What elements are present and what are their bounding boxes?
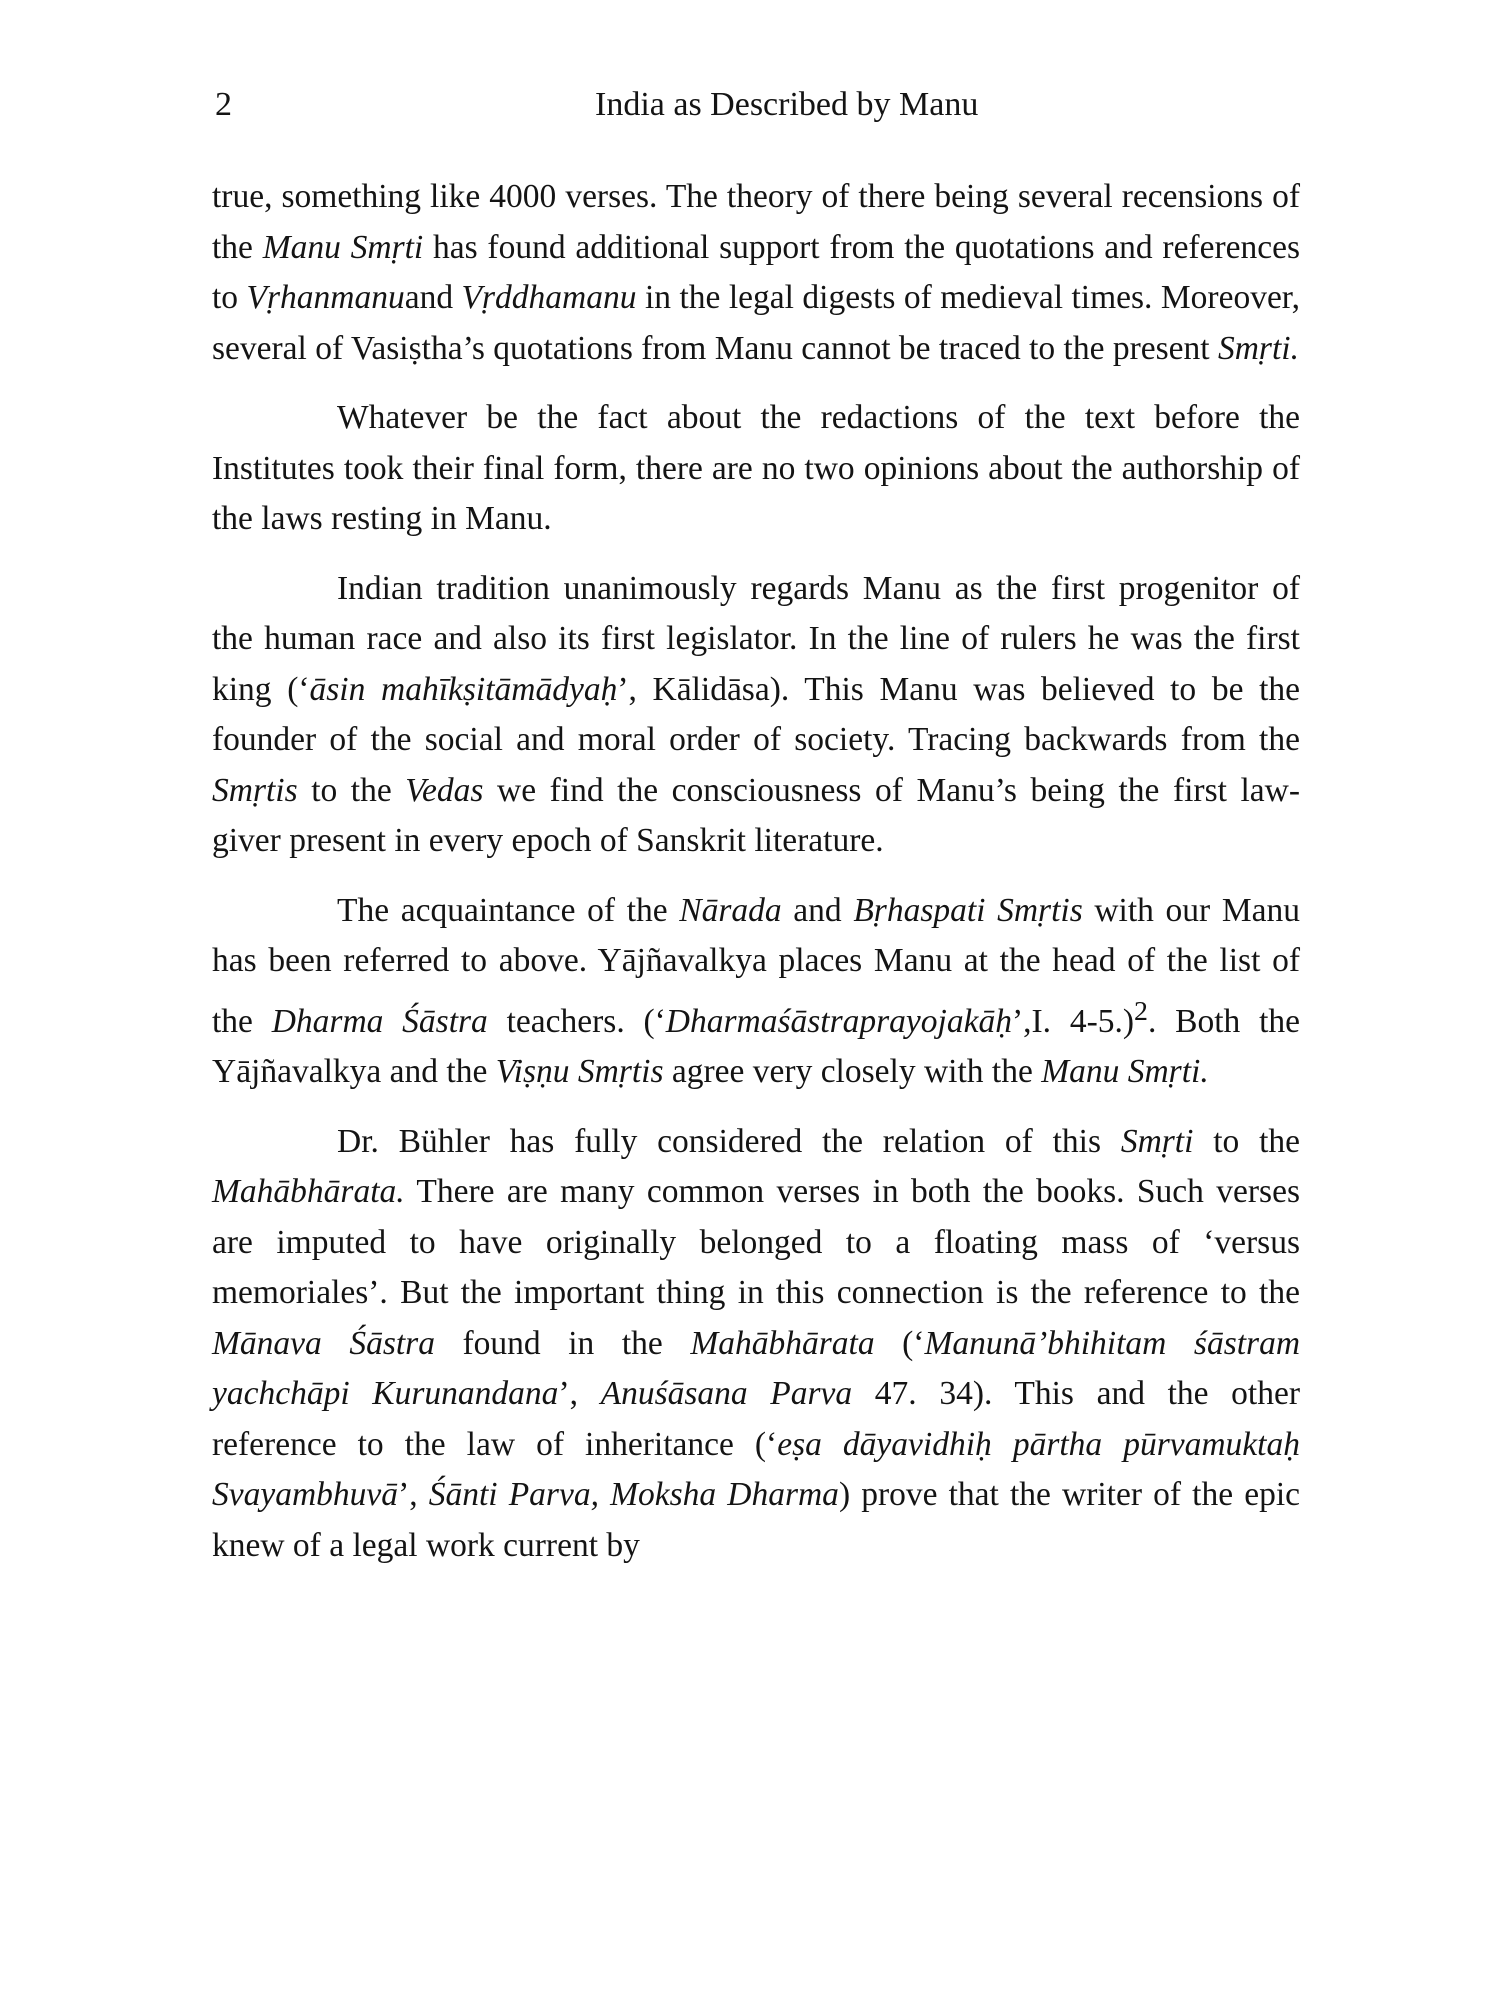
text-run: teachers. (‘ [487, 1002, 666, 1040]
italic-term: Śānti Parva, Moksha Dharma [428, 1476, 839, 1514]
text-run: . Both the Yājñavalkya and the [212, 1002, 1301, 1091]
text-run: ’,I. 4-5.) [1011, 1002, 1135, 1040]
text-run: ’, Kālidāsa). This Manu was believed to be the founder of the social and moral order of society. Tracing backwards from the [212, 670, 1300, 758]
italic-term: Vṛddhamanu [461, 279, 637, 316]
text-run: 47. 34). This and the other reference to the law of inheritance (‘ [212, 1375, 1300, 1463]
italic-term: Mahābhārata [690, 1324, 875, 1362]
text-run: Whatever be the fact about the redactions of the text before the Institutes took their final form, there are no two opinions about the authorship of the laws resting in Manu. [212, 399, 1300, 537]
text-run: and [404, 279, 462, 316]
italic-term: Smṛtis [212, 771, 298, 809]
text-run: The acquaintance of the [337, 891, 680, 929]
text-run: There are many common verses in both the books. Such verses are imputed to have originally belonged to a floating mass of ‘versus memoriales’. But the important thing in this connection is the reference to the [212, 1173, 1300, 1312]
italic-term: Nārada [679, 891, 782, 929]
text-run: with our Manu has been referred to above. Yājñavalkya places Manu at the head of the list of the [212, 891, 1300, 1040]
body-text [212, 172, 1300, 1571]
italic-term: Dharma Śāstra [271, 1002, 488, 1040]
text-run: ’, [558, 1375, 601, 1413]
text-run: Indian tradition unanimously regards Manu as the first progenitor of the human race and also its first legislator. In the line of rulers he was the first king (‘ [212, 569, 1300, 708]
italic-term: Smṛti [1120, 1122, 1194, 1160]
italic-term: Manunā’bhihitam śāstram yachchāpi Kurunandana [212, 1324, 1301, 1413]
text-run: has found additional support from the quotations and references to [212, 228, 1301, 316]
text-run: to the [297, 771, 406, 809]
italic-term: Mahābhārata. [212, 1173, 405, 1211]
footnote-ref: 2 [1134, 995, 1148, 1027]
text-run: (‘ [874, 1324, 925, 1362]
text-run: ) prove that the writer of the epic knew of a legal work current by [212, 1476, 1300, 1564]
paragraph [212, 172, 1300, 374]
italic-term: eṣa dāyavidhiḥ pārtha pūrvamuktaḥ Svayambhuvā [212, 1425, 1300, 1514]
text-run: Dr. Bühler has fully considered the relation of this [337, 1122, 1121, 1160]
paragraph [212, 393, 1300, 545]
italic-term: Manu Smṛti. [1041, 1053, 1209, 1091]
text-run: true, something like 4000 verses. The theory of there being several recensions of the [212, 178, 1300, 266]
paragraph [212, 564, 1300, 867]
text-run: ’, [398, 1476, 429, 1514]
italic-term: Mānava Śāstra [212, 1324, 435, 1362]
page-number: 2 [215, 86, 232, 123]
italic-term: Vṛhanmanu [246, 279, 405, 316]
text-run: and [781, 891, 854, 929]
italic-term: Dharmaśāstraprayojakāḥ [665, 1002, 1012, 1040]
page-header [215, 86, 1295, 136]
text-run: to the [1193, 1122, 1300, 1160]
text-run: we find the consciousness of Manu’s being the first law-giver present in every epoch of Sanskrit literature. [212, 771, 1301, 859]
italic-term: Anuśāsana Parva [600, 1375, 853, 1413]
italic-term: Bṛhaspati Smṛtis [853, 891, 1083, 929]
italic-term: Manu Smṛti [262, 228, 424, 266]
running-head: India as Described by Manu [595, 86, 979, 123]
text-run: in the legal digests of medieval times. Moreover, several of Vasiṣtha’s quotations from Manu cannot be traced to the present [212, 279, 1301, 367]
text-run: found in the [434, 1324, 691, 1362]
text-run: agree very closely with the [663, 1053, 1042, 1091]
italic-term: Viṣṇu Smṛtis [495, 1053, 664, 1091]
paragraph [212, 886, 1300, 1098]
italic-term: Vedas [405, 771, 484, 809]
italic-term: Smṛti. [1217, 329, 1299, 367]
italic-term: āsin mahīkṣitāmādyaḥ [309, 670, 618, 708]
paragraph [212, 1117, 1300, 1572]
